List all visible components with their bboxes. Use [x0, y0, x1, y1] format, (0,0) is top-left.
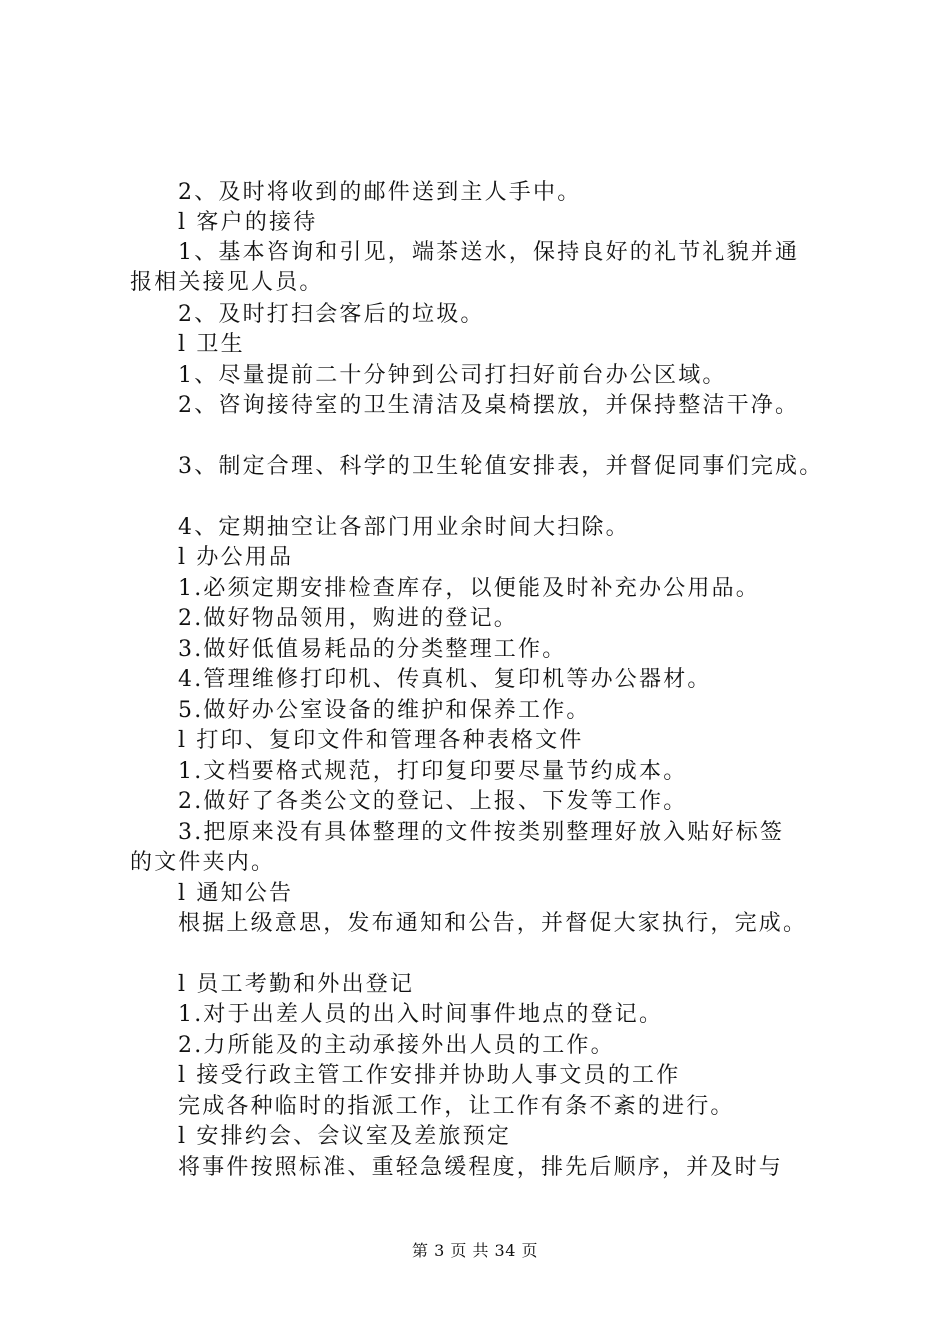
text-line: 3、制定合理、科学的卫生轮值安排表，并督促同事们完成。 [178, 454, 824, 479]
text-line: 2、咨询接待室的卫生清洁及桌椅摆放，并保持整洁干净。 [178, 393, 800, 418]
section-heading: l 办公用品 [178, 545, 294, 570]
text-line: 报相关接见人员。 [130, 270, 324, 295]
page-number-footer: 第 3 页 共 34 页 [412, 1241, 538, 1260]
text-line: 5.做好办公室设备的维护和保养工作。 [178, 698, 591, 723]
section-heading: l 卫生 [178, 332, 245, 357]
text-line: 1.必须定期安排检查库存，以便能及时补充办公用品。 [178, 576, 760, 601]
text-line: 1.对于出差人员的出入时间事件地点的登记。 [178, 1002, 664, 1027]
text-line: 根据上级意思，发布通知和公告，并督促大家执行，完成。 [178, 911, 808, 936]
section-heading: l 安排约会、会议室及差旅预定 [178, 1124, 512, 1149]
text-line: 2.力所能及的主动承接外出人员的工作。 [178, 1033, 615, 1058]
section-heading: l 客户的接待 [178, 210, 318, 235]
text-line: 2、及时打扫会客后的垃圾。 [178, 302, 485, 327]
text-line: 3.做好低值易耗品的分类整理工作。 [178, 637, 567, 662]
section-heading: l 通知公告 [178, 881, 294, 906]
text-line: 将事件按照标准、重轻急缓程度，排先后顺序，并及时与 [178, 1155, 784, 1180]
section-heading: l 接受行政主管工作安排并协助人事文员的工作 [178, 1063, 681, 1088]
text-line: 2.做好了各类公文的登记、上报、下发等工作。 [178, 789, 688, 814]
section-heading: l 打印、复印文件和管理各种表格文件 [178, 728, 584, 753]
text-line: 2、及时将收到的邮件送到主人手中。 [178, 180, 582, 205]
text-line: 4.管理维修打印机、传真机、复印机等办公器材。 [178, 667, 712, 692]
text-line: 2.做好物品领用，购进的登记。 [178, 606, 518, 631]
text-line: 4、定期抽空让各部门用业余时间大扫除。 [178, 515, 630, 540]
text-line: 3.把原来没有具体整理的文件按类别整理好放入贴好标签 [178, 820, 785, 845]
text-line: 1、基本咨询和引见，端茶送水，保持良好的礼节礼貌并通 [178, 240, 800, 265]
text-line: 完成各种临时的指派工作，让工作有条不紊的进行。 [178, 1094, 735, 1119]
text-line: 1、尽量提前二十分钟到公司打扫好前台办公区域。 [178, 363, 727, 388]
section-heading: l 员工考勤和外出登记 [178, 972, 415, 997]
text-line: 1.文档要格式规范，打印复印要尽量节约成本。 [178, 759, 688, 784]
text-line: 的文件夹内。 [130, 850, 276, 875]
